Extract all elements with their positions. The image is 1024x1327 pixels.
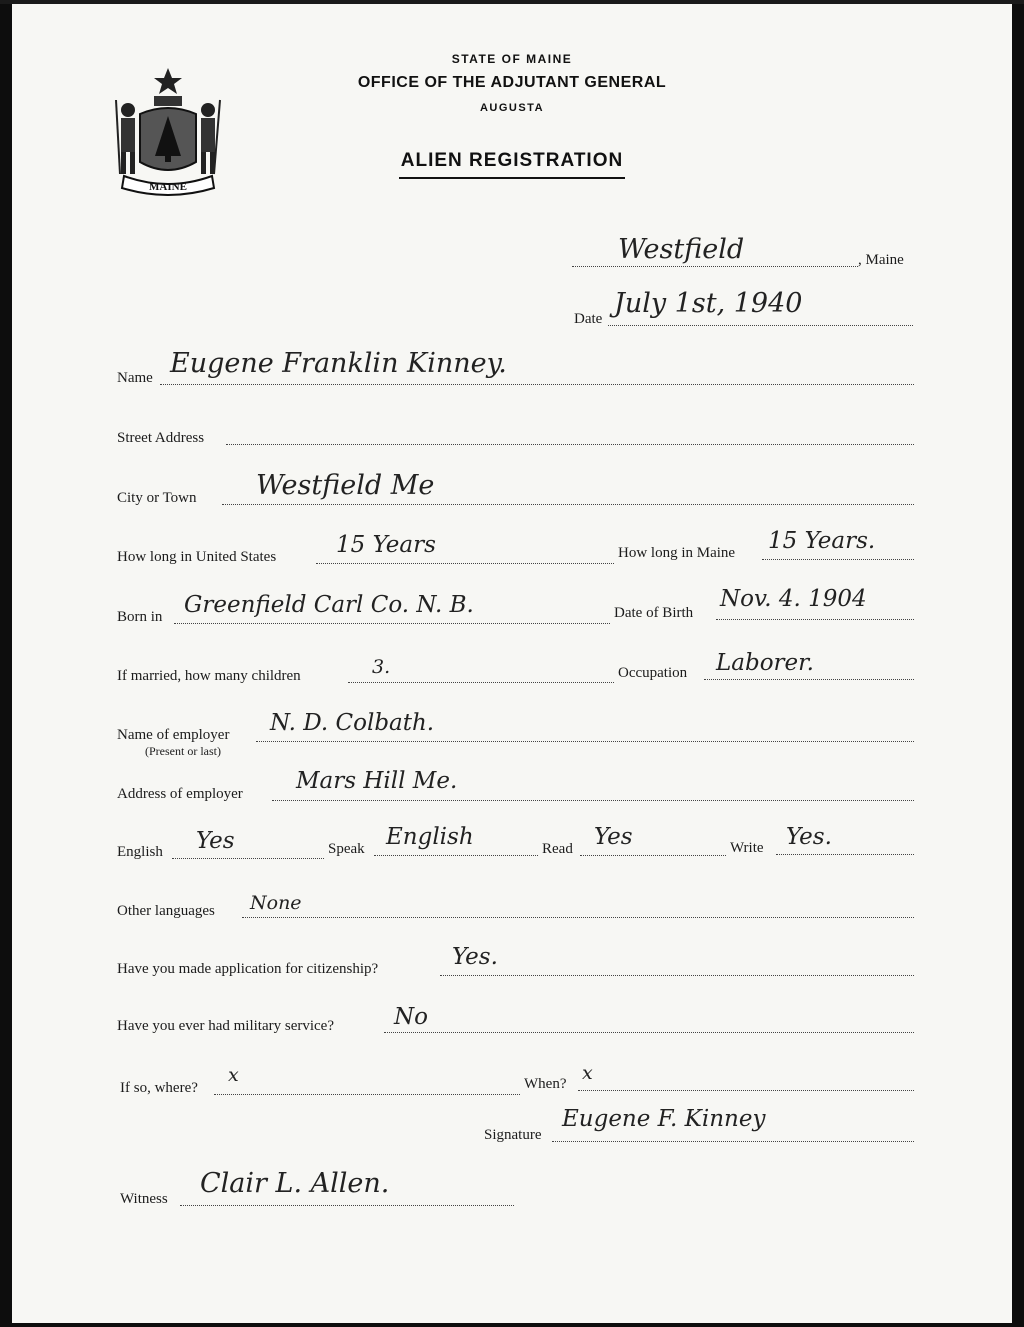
city-value: Westfield Me [256, 470, 435, 501]
english-value: Yes [196, 828, 235, 854]
employer-address-line [272, 800, 914, 801]
born-in-value: Greenfield Carl Co. N. B. [184, 592, 474, 618]
scan-edge-left [0, 0, 12, 1327]
when-line [578, 1090, 914, 1091]
form-title: ALIEN REGISTRATION [0, 150, 1024, 179]
how-long-us-line [316, 563, 614, 564]
where-line [214, 1094, 520, 1095]
how-long-me-value: 15 Years. [768, 528, 876, 554]
date-label: Date [574, 311, 603, 327]
place-line [572, 266, 858, 267]
name-line [160, 384, 914, 385]
occupation-value: Laborer. [716, 650, 814, 676]
witness-line [180, 1205, 514, 1206]
read-line [580, 855, 726, 856]
children-label: If married, how many children [117, 668, 301, 684]
where-value: x [228, 1064, 239, 1086]
children-value: 3. [372, 656, 391, 678]
witness-label: Witness [120, 1191, 168, 1207]
signature-line [552, 1141, 914, 1142]
when-label: When? [524, 1076, 567, 1092]
dob-label: Date of Birth [614, 605, 694, 621]
read-value: Yes [594, 824, 633, 850]
scan-edge-right [1012, 0, 1024, 1327]
write-line [776, 854, 914, 855]
street-label: Street Address [117, 430, 205, 446]
english-label: English [117, 844, 163, 860]
write-value: Yes. [786, 824, 832, 850]
military-value: No [394, 1004, 428, 1030]
city-line [222, 504, 914, 505]
employer-line [256, 741, 914, 742]
signature-value: Eugene F. Kinney [562, 1106, 766, 1132]
how-long-us-value: 15 Years [336, 532, 436, 558]
seal-motto: MAINE [149, 181, 187, 193]
signature-label: Signature [484, 1127, 542, 1143]
employer-note: (Present or last) [145, 744, 221, 758]
born-in-label: Born in [117, 609, 163, 625]
read-label: Read [542, 841, 573, 857]
header-city: AUGUSTA [479, 102, 545, 114]
dob-line [716, 619, 914, 620]
citizenship-label: Have you made application for citizenship? [117, 961, 379, 977]
speak-line [374, 855, 538, 856]
write-label: Write [730, 840, 764, 856]
when-value: x [582, 1062, 593, 1084]
name-label: Name [117, 370, 153, 386]
city-label: City or Town [117, 490, 197, 506]
place-value: Westfield [618, 234, 745, 265]
occupation-line [704, 679, 914, 680]
employer-label: Name of employer [117, 727, 230, 743]
where-label: If so, where? [120, 1080, 198, 1096]
employer-address-value: Mars Hill Me. [296, 768, 458, 794]
children-line [348, 682, 614, 683]
date-value: July 1st, 1940 [614, 288, 803, 319]
other-lang-line [242, 917, 914, 918]
how-long-me-label: How long in Maine [618, 545, 736, 561]
citizenship-value: Yes. [452, 944, 498, 970]
scan-edge-bottom [0, 1323, 1024, 1327]
how-long-us-label: How long in United States [117, 549, 277, 565]
military-line [384, 1032, 914, 1033]
citizenship-line [440, 975, 914, 976]
dob-value: Nov. 4. 1904 [720, 586, 867, 612]
born-in-line [174, 623, 610, 624]
date-line [608, 325, 913, 326]
speak-value: English [386, 824, 474, 850]
maine-label: , Maine [858, 252, 904, 268]
other-lang-value: None [250, 892, 302, 914]
header-state: STATE OF MAINE [451, 52, 573, 66]
how-long-me-line [762, 559, 914, 560]
witness-value: Clair L. Allen. [200, 1168, 390, 1199]
header-office: OFFICE OF THE ADJUTANT GENERAL [357, 74, 667, 91]
other-lang-label: Other languages [117, 903, 215, 919]
military-label: Have you ever had military service? [117, 1018, 334, 1034]
employer-value: N. D. Colbath. [270, 710, 435, 736]
scan-edge-top [0, 0, 1024, 4]
english-line [172, 858, 324, 859]
street-line [226, 444, 914, 445]
name-value: Eugene Franklin Kinney. [170, 348, 507, 379]
speak-label: Speak [328, 841, 365, 857]
employer-address-label: Address of employer [117, 786, 243, 802]
occupation-label: Occupation [618, 665, 688, 681]
